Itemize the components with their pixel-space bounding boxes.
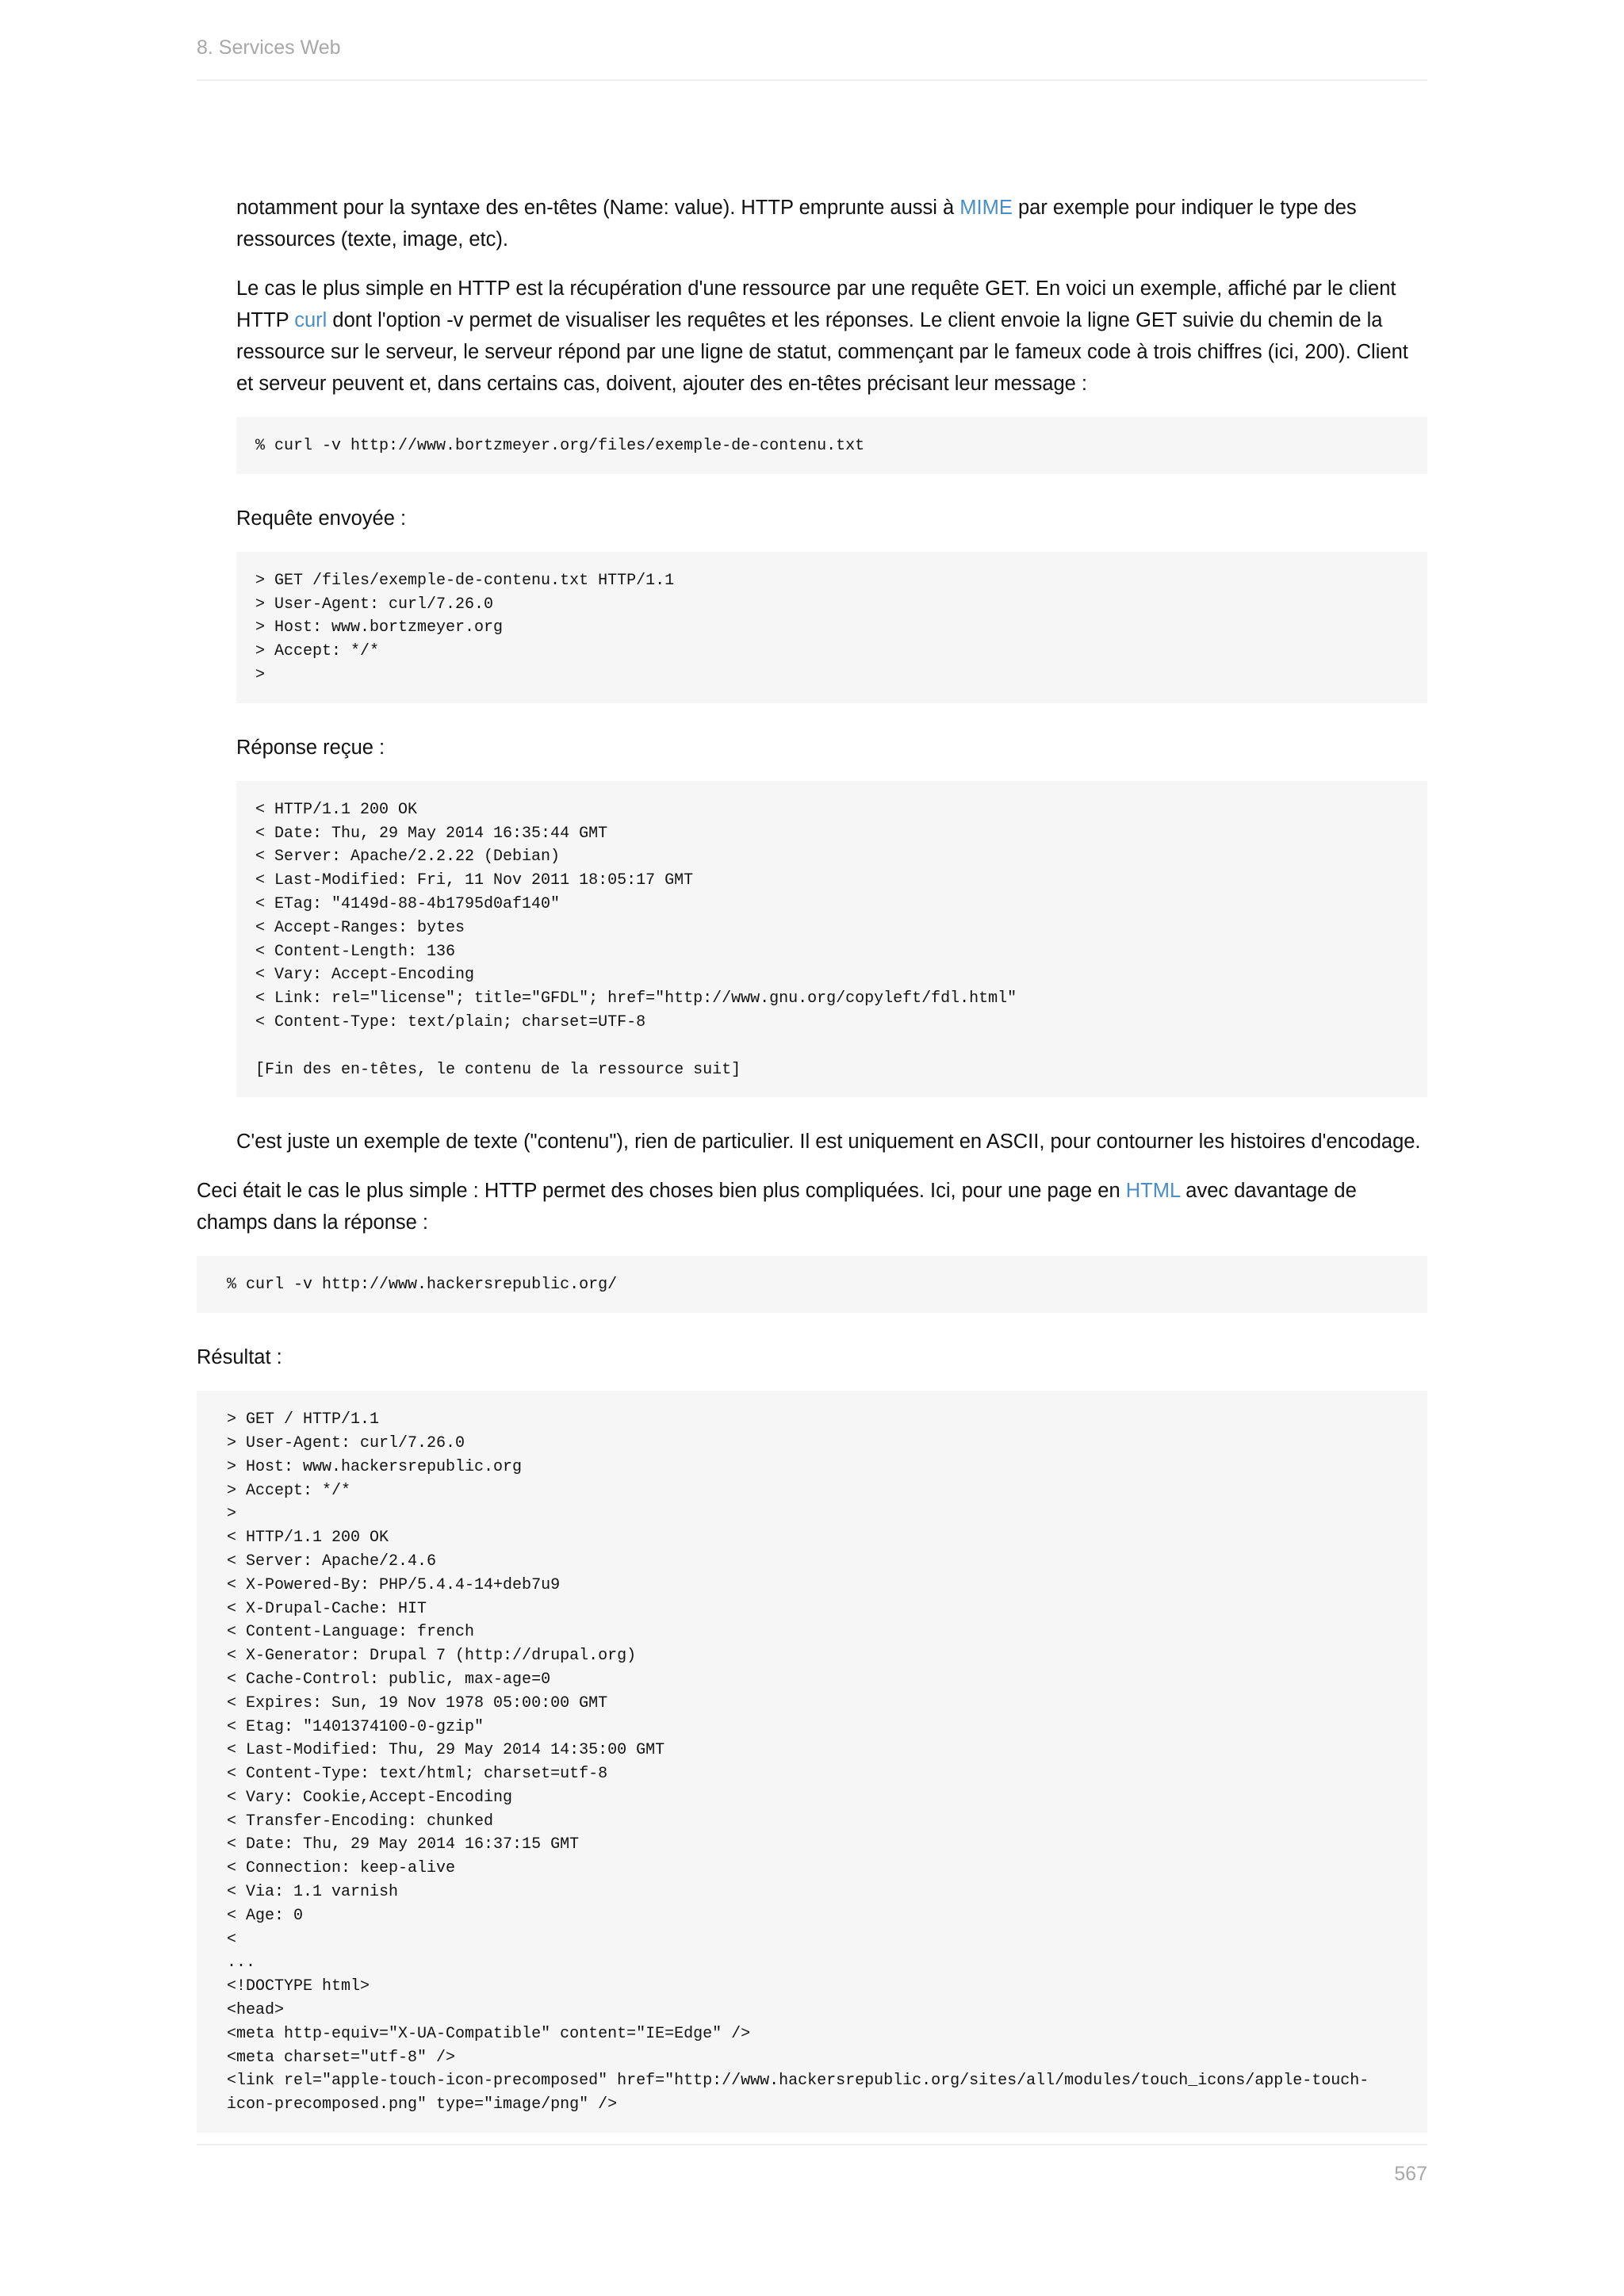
- footer-divider: [197, 2144, 1427, 2145]
- code-block-curl-command: % curl -v http://www.bortzmeyer.org/files/exemple-de-contenu.txt: [236, 417, 1427, 474]
- label-response-received: Réponse reçue :: [236, 736, 385, 759]
- code-block-request: > GET /files/exemple-de-contenu.txt HTTP/1.1 > User-Agent: curl/7.26.0 > Host: www.bortzmeyer.org > Accept: */* >: [236, 552, 1427, 703]
- link-html[interactable]: HTML: [1125, 1180, 1181, 1203]
- link-mime[interactable]: MIME: [959, 197, 1013, 219]
- paragraph-content-note: C'est juste un exemple de texte ("contenu"), rien de particulier. Il est uniquement en ASCII, pour contourner les histoires d'encodage.: [236, 1131, 1421, 1154]
- paragraph-html-example: Ceci était le cas le plus simple : HTTP permet des choses bien plus compliquées. Ici, pour une page en HTML avec davantage de champs dans la réponse :: [197, 1180, 1357, 1234]
- page-content: [197, 192, 1427, 2161]
- code-block-result: > GET / HTTP/1.1 > User-Agent: curl/7.26.0 > Host: www.hackersrepublic.org > Accept: */* > < HTTP/1.1 200 OK < Server: Apache/2.4.6 < X-Powered-By: PHP/5.4.4-14+deb7u9 < X-Drupal-Cache: HIT < Content-Language: french < X-Generator: Drupal 7 (http://drupal.org) < Cache-Control: public, max-age=0 < Expires: Sun, 19 Nov 1978 05:00:00 GMT < Etag: "1401374100-0-gzip" < Last-Modified: Thu, 29 May 2014 14:35:00 GMT < Content-Type: text/html; charset=utf-8 < Vary: Cookie,Accept-Encoding < Transfer-Encoding: chunked < Date: Thu, 29 May 2014 16:37:15 GMT < Connection: keep-alive < Via: 1.1 varnish < Age: 0 < ... <!DOCTYPE html> <head> <meta http-equiv="X-UA-Compatible" content="IE=Edge" /> <meta charset="utf-8" /> <link rel="apple-touch-icon-precomposed" href="http://www.hackersrepublic.org/sites/all/modules/touch_icons/apple-touch-icon-precomposed.png" type="image/png" />: [197, 1391, 1427, 2133]
- page-number: 567: [1394, 2163, 1427, 2185]
- label-result: Résultat :: [197, 1346, 282, 1369]
- header-divider: [197, 79, 1427, 81]
- code-block-curl-command-2: % curl -v http://www.hackersrepublic.org/: [197, 1256, 1427, 1313]
- running-header: 8. Services Web: [197, 36, 341, 59]
- code-block-response: < HTTP/1.1 200 OK < Date: Thu, 29 May 2014 16:35:44 GMT < Server: Apache/2.2.22 (Debian) < Last-Modified: Fri, 11 Nov 2011 18:05:17 GMT < ETag: "4149d-88-4b1795d0af140" < Accept-Ranges: bytes < Content-Length: 136 < Vary: Accept-Encoding < Link: rel="license"; title="GFDL"; href="http://www.gnu.org/copyleft/fdl.html" < Content-Type: text/plain; charset=UTF-8 [Fin des en-têtes, le contenu de la ressource suit]: [236, 781, 1427, 1098]
- paragraph-get-example: Le cas le plus simple en HTTP est la récupération d'une ressource par une requête GET. En voici un exemple, affiché par le client HTTP curl dont l'option -v permet de visualiser les requêtes et les réponses. Le client envoie la ligne GET suivie du chemin de la ressource sur le serveur, le serveur répond par une ligne de statut, commençant par le fameux code à trois chiffres (ici, 200). Client et serveur peuvent et, dans certains cas, doivent, ajouter des en-têtes précisant leur message :: [236, 277, 1408, 395]
- quoted-section: [236, 192, 1427, 1158]
- label-request-sent: Requête envoyée :: [236, 507, 407, 530]
- paragraph-http-syntax: notamment pour la syntaxe des en-têtes (Name: value). HTTP emprunte aussi à MIME par exemple pour indiquer le type des ressources (texte, image, etc).: [236, 197, 1357, 251]
- link-curl[interactable]: curl: [294, 309, 327, 331]
